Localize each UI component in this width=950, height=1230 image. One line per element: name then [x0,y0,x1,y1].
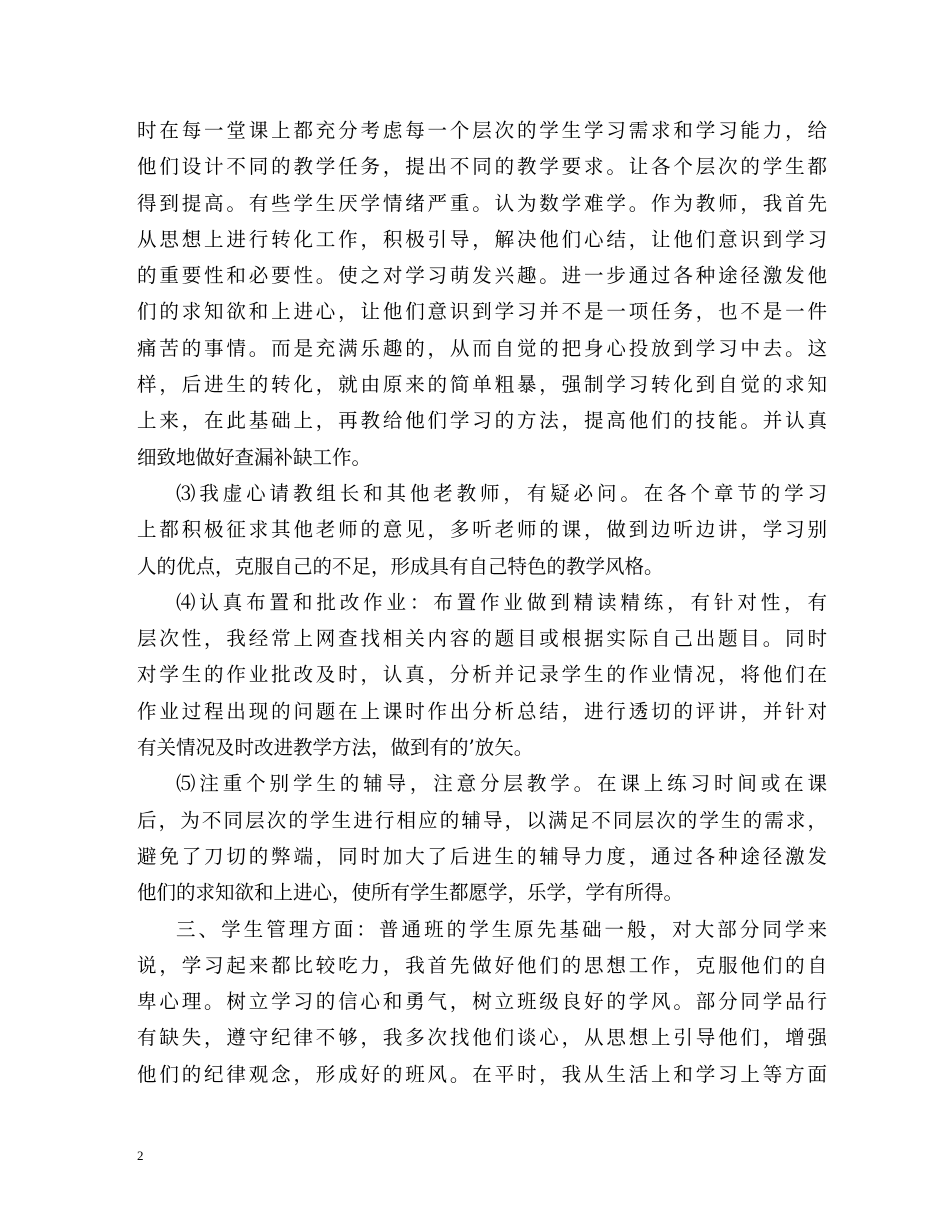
text-line: 有缺失，遵守纪律不够，我多次找他们谈心，从思想上引导他们，增强 [137,1026,827,1050]
text-line: ⑶我虚心请教组长和其他老教师，有疑必问。在各个章节的学习 [176,481,827,505]
text-line: 痛苦的事情。而是充满乐趣的，从而自觉的把身心投放到学习中去。这 [137,336,827,360]
text-line: 上来，在此基础上，再教给他们学习的方法，提高他们的技能。并认真 [137,409,827,433]
text-line: 样，后进生的转化，就由原来的简单粗暴，强制学习转化到自觉的求知 [137,373,827,397]
text-line: 上都积极征求其他老师的意见，多听老师的课，做到边听边讲，学习别 [137,518,827,542]
text-line: 对学生的作业批改及时，认真，分析并记录学生的作业情况，将他们在 [137,663,827,687]
text-line: 卑心理。树立学习的信心和勇气，树立班级良好的学风。部分同学品行 [137,990,827,1014]
text-line: 时在每一堂课上都充分考虑每一个层次的学生学习需求和学习能力，给 [137,119,827,142]
text-line: 的重要性和必要性。使之对学习萌发兴趣。进一步通过各种途径激发他 [137,264,827,288]
page-number: 2 [137,1148,144,1163]
text-line: 层次性，我经常上网查找相关内容的题目或根据实际自己出题目。同时 [137,627,827,651]
text-line: ⑸注重个别学生的辅导，注意分层教学。在课上练习时间或在课 [176,772,827,796]
text-line: 他们设计不同的教学任务，提出不同的教学要求。让各个层次的学生都 [137,155,827,179]
text-line: 细致地做好查漏补缺工作。 [137,445,372,469]
text-line: 得到提高。有些学生厌学情绪严重。认为数学难学。作为教师，我首先 [137,191,827,215]
text-line: ⑷认真布置和批改作业：布置作业做到精读精练，有针对性，有 [176,590,827,614]
text-line: 避免了刀切的弊端，同时加大了后进生的辅导力度，通过各种途径激发 [137,844,827,868]
text-line: 从思想上进行转化工作，积极引导，解决他们心结，让他们意识到学习 [137,227,827,251]
text-line: 有关情况及时改进教学方法，做到有的’放矢。 [137,736,534,760]
text-line: 三、学生管理方面：普通班的学生原先基础一般，对大部分同学来 [176,917,827,941]
text-line: 人的优点，克服自己的不足，形成具有自己特色的教学风格。 [137,554,664,578]
text-line: 作业过程出现的问题在上课时作出分析总结，进行透切的评讲，并针对 [137,699,827,723]
text-line: 他们的纪律观念，形成好的班风。在平时，我从生活上和学习上等方面 [137,1062,827,1086]
text-line: 后，为不同层次的学生进行相应的辅导，以满足不同层次的学生的需求， [137,808,827,832]
text-line: 他们的求知欲和上进心，使所有学生都愿学，乐学，学有所得。 [137,881,684,905]
text-line: 们的求知欲和上进心，让他们意识到学习并不是一项任务，也不是一件 [137,300,827,324]
text-line: 说，学习起来都比较吃力，我首先做好他们的思想工作，克服他们的自 [137,953,827,977]
body-text [137,113,827,1093]
